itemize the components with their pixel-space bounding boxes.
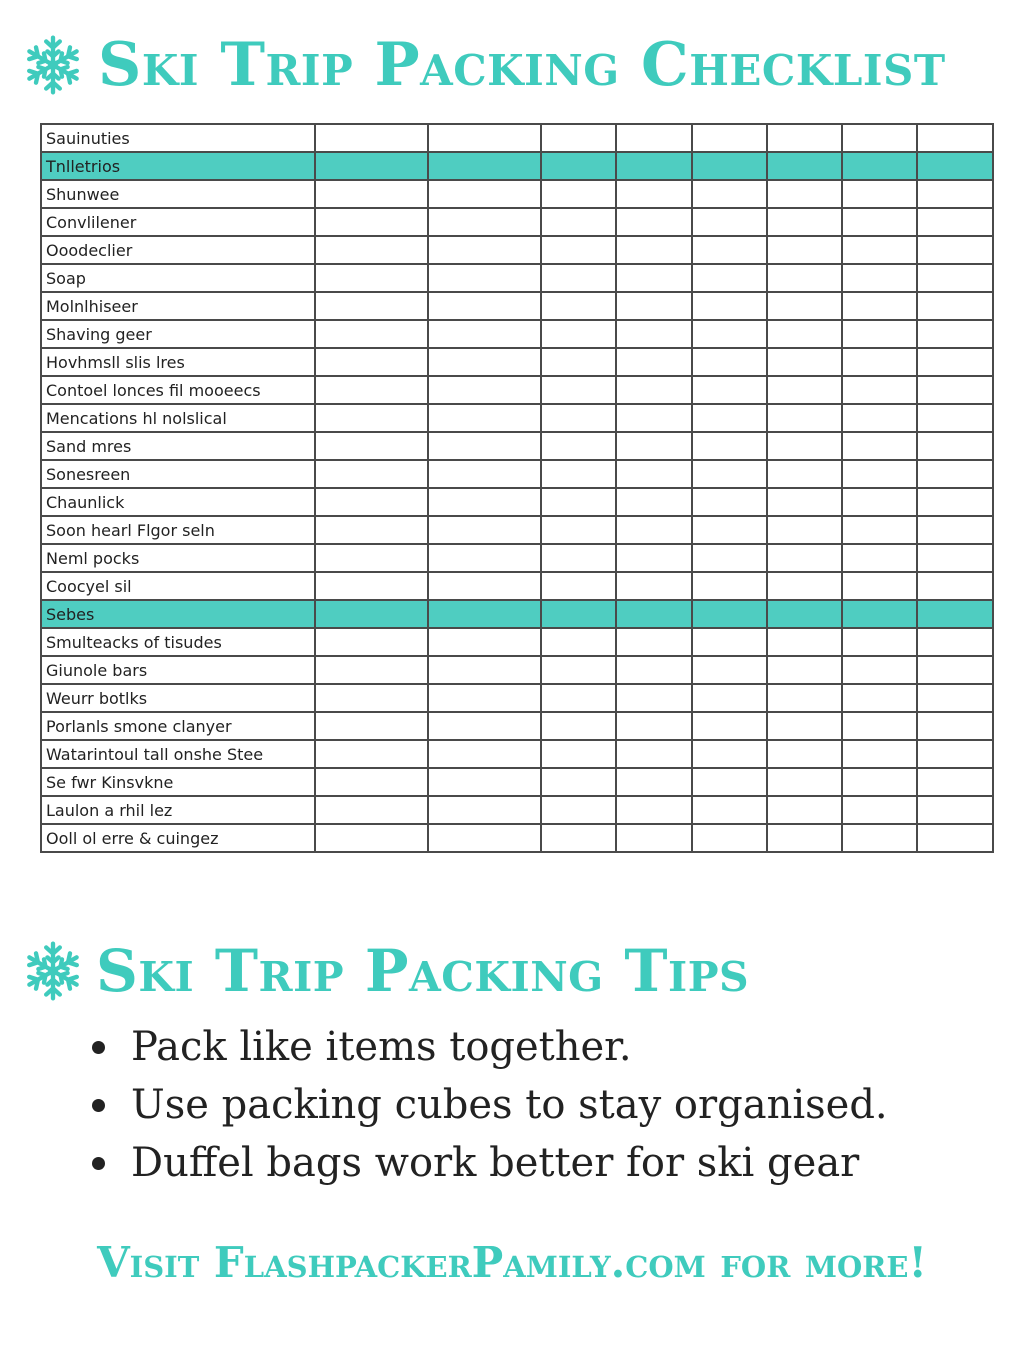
check-cell[interactable] bbox=[842, 180, 917, 208]
check-cell[interactable] bbox=[616, 796, 691, 824]
check-cell[interactable] bbox=[767, 460, 842, 488]
check-cell[interactable] bbox=[767, 348, 842, 376]
check-cell bbox=[616, 600, 691, 628]
check-cell[interactable] bbox=[315, 712, 428, 740]
check-cell[interactable] bbox=[541, 684, 616, 712]
check-cell[interactable] bbox=[767, 544, 842, 572]
checklist-row bbox=[41, 292, 993, 320]
check-cell[interactable] bbox=[917, 544, 992, 572]
check-cell[interactable] bbox=[767, 740, 842, 768]
check-cell[interactable] bbox=[692, 348, 767, 376]
check-cell[interactable] bbox=[767, 264, 842, 292]
item-label: Chaunlick bbox=[41, 488, 315, 516]
checklist-row bbox=[41, 348, 993, 376]
check-cell[interactable] bbox=[428, 236, 541, 264]
check-cell[interactable] bbox=[767, 572, 842, 600]
bullet-icon bbox=[92, 1099, 105, 1112]
check-cell[interactable] bbox=[541, 572, 616, 600]
check-cell bbox=[541, 600, 616, 628]
check-cell[interactable] bbox=[616, 292, 691, 320]
check-cell[interactable] bbox=[692, 656, 767, 684]
check-cell[interactable] bbox=[616, 460, 691, 488]
checklist-row bbox=[41, 320, 993, 348]
check-cell[interactable] bbox=[616, 488, 691, 516]
check-cell[interactable] bbox=[616, 320, 691, 348]
check-cell[interactable] bbox=[428, 740, 541, 768]
check-cell[interactable] bbox=[692, 628, 767, 656]
check-cell[interactable] bbox=[917, 488, 992, 516]
checklist-row bbox=[41, 824, 993, 852]
tip-text: Use packing cubes to stay organised. bbox=[131, 1082, 888, 1128]
check-cell[interactable] bbox=[917, 628, 992, 656]
check-cell[interactable] bbox=[315, 124, 428, 152]
check-cell[interactable] bbox=[428, 656, 541, 684]
check-cell[interactable] bbox=[315, 320, 428, 348]
check-cell[interactable] bbox=[428, 684, 541, 712]
check-cell[interactable] bbox=[616, 768, 691, 796]
check-cell[interactable] bbox=[767, 824, 842, 852]
section-header-row bbox=[41, 600, 993, 628]
check-cell[interactable] bbox=[692, 376, 767, 404]
checklist-row bbox=[41, 656, 993, 684]
checklist-row bbox=[41, 796, 993, 824]
check-cell[interactable] bbox=[917, 768, 992, 796]
item-label: Watarintoul tall onshe Stee bbox=[41, 740, 315, 768]
check-cell[interactable] bbox=[541, 236, 616, 264]
check-cell[interactable] bbox=[616, 348, 691, 376]
check-cell bbox=[315, 152, 428, 180]
check-cell bbox=[917, 152, 992, 180]
check-cell[interactable] bbox=[692, 544, 767, 572]
check-cell[interactable] bbox=[428, 516, 541, 544]
check-cell[interactable] bbox=[315, 572, 428, 600]
check-cell[interactable] bbox=[842, 208, 917, 236]
check-cell[interactable] bbox=[692, 796, 767, 824]
check-cell[interactable] bbox=[616, 516, 691, 544]
tips-heading-text: Ski Trip Packing Tips bbox=[96, 937, 750, 1005]
check-cell[interactable] bbox=[917, 404, 992, 432]
tip-item bbox=[92, 1134, 888, 1192]
check-cell[interactable] bbox=[767, 180, 842, 208]
check-cell[interactable] bbox=[692, 236, 767, 264]
check-cell[interactable] bbox=[541, 180, 616, 208]
check-cell[interactable] bbox=[616, 740, 691, 768]
check-cell[interactable] bbox=[692, 180, 767, 208]
check-cell[interactable] bbox=[842, 292, 917, 320]
check-cell[interactable] bbox=[315, 768, 428, 796]
bullet-icon bbox=[92, 1157, 105, 1170]
check-cell[interactable] bbox=[842, 376, 917, 404]
check-cell[interactable] bbox=[842, 796, 917, 824]
check-cell[interactable] bbox=[692, 124, 767, 152]
checklist-row bbox=[41, 208, 993, 236]
check-cell bbox=[315, 600, 428, 628]
item-label: Shaving geer bbox=[41, 320, 315, 348]
check-cell[interactable] bbox=[428, 796, 541, 824]
check-cell[interactable] bbox=[428, 712, 541, 740]
check-cell[interactable] bbox=[767, 376, 842, 404]
check-cell[interactable] bbox=[692, 432, 767, 460]
check-cell[interactable] bbox=[842, 432, 917, 460]
check-cell bbox=[692, 152, 767, 180]
check-cell[interactable] bbox=[842, 264, 917, 292]
checklist-row bbox=[41, 544, 993, 572]
footer-link[interactable]: Visit FlashpackerPamily.com for more! bbox=[97, 1238, 927, 1287]
check-cell[interactable] bbox=[842, 824, 917, 852]
page-title-text: Ski Trip Packing Checklist bbox=[98, 30, 946, 100]
check-cell[interactable] bbox=[315, 376, 428, 404]
section-label: Sebes bbox=[41, 600, 315, 628]
check-cell[interactable] bbox=[692, 264, 767, 292]
check-cell[interactable] bbox=[842, 488, 917, 516]
check-cell[interactable] bbox=[616, 376, 691, 404]
check-cell bbox=[616, 152, 691, 180]
tip-item bbox=[92, 1018, 888, 1076]
check-cell[interactable] bbox=[917, 712, 992, 740]
check-cell[interactable] bbox=[428, 628, 541, 656]
check-cell[interactable] bbox=[692, 488, 767, 516]
check-cell[interactable] bbox=[616, 684, 691, 712]
check-cell[interactable] bbox=[616, 712, 691, 740]
check-cell bbox=[541, 152, 616, 180]
item-label: Hovhmsll slis lres bbox=[41, 348, 315, 376]
check-cell bbox=[767, 152, 842, 180]
item-label: Coocyel sil bbox=[41, 572, 315, 600]
item-label: Mencations hl nolslical bbox=[41, 404, 315, 432]
check-cell bbox=[917, 600, 992, 628]
check-cell[interactable] bbox=[541, 432, 616, 460]
check-cell[interactable] bbox=[917, 684, 992, 712]
check-cell[interactable] bbox=[692, 824, 767, 852]
check-cell[interactable] bbox=[428, 348, 541, 376]
check-cell[interactable] bbox=[315, 740, 428, 768]
check-cell[interactable] bbox=[692, 460, 767, 488]
check-cell[interactable] bbox=[917, 292, 992, 320]
check-cell[interactable] bbox=[428, 124, 541, 152]
check-cell[interactable] bbox=[428, 376, 541, 404]
check-cell[interactable] bbox=[428, 320, 541, 348]
check-cell[interactable] bbox=[315, 824, 428, 852]
check-cell[interactable] bbox=[917, 180, 992, 208]
check-cell[interactable] bbox=[315, 180, 428, 208]
checklist-row bbox=[41, 180, 993, 208]
item-label: Soap bbox=[41, 264, 315, 292]
item-label: Shunwee bbox=[41, 180, 315, 208]
checklist-row bbox=[41, 264, 993, 292]
check-cell bbox=[428, 152, 541, 180]
check-cell[interactable] bbox=[767, 292, 842, 320]
page-title bbox=[22, 30, 946, 100]
checklist-row bbox=[41, 768, 993, 796]
item-label: Molnlhiseer bbox=[41, 292, 315, 320]
check-cell[interactable] bbox=[917, 236, 992, 264]
check-cell[interactable] bbox=[315, 404, 428, 432]
check-cell[interactable] bbox=[917, 124, 992, 152]
check-cell[interactable] bbox=[767, 124, 842, 152]
check-cell[interactable] bbox=[767, 208, 842, 236]
check-cell[interactable] bbox=[315, 684, 428, 712]
check-cell[interactable] bbox=[616, 208, 691, 236]
check-cell[interactable] bbox=[842, 124, 917, 152]
item-label: Giunole bars bbox=[41, 656, 315, 684]
check-cell[interactable] bbox=[767, 516, 842, 544]
check-cell[interactable] bbox=[842, 320, 917, 348]
check-cell[interactable] bbox=[541, 740, 616, 768]
check-cell[interactable] bbox=[692, 712, 767, 740]
check-cell[interactable] bbox=[541, 124, 616, 152]
check-cell[interactable] bbox=[767, 684, 842, 712]
check-cell[interactable] bbox=[315, 348, 428, 376]
check-cell[interactable] bbox=[541, 544, 616, 572]
check-cell[interactable] bbox=[428, 544, 541, 572]
check-cell[interactable] bbox=[616, 824, 691, 852]
check-cell[interactable] bbox=[541, 628, 616, 656]
item-label: Sand mres bbox=[41, 432, 315, 460]
check-cell[interactable] bbox=[692, 404, 767, 432]
check-cell[interactable] bbox=[842, 712, 917, 740]
item-label: Soon hearl Flgor seln bbox=[41, 516, 315, 544]
check-cell[interactable] bbox=[917, 376, 992, 404]
check-cell[interactable] bbox=[917, 740, 992, 768]
item-label: Ooodeclier bbox=[41, 236, 315, 264]
check-cell[interactable] bbox=[616, 236, 691, 264]
item-label: Weurr botlks bbox=[41, 684, 315, 712]
check-cell[interactable] bbox=[315, 264, 428, 292]
item-label: Laulon a rhil lez bbox=[41, 796, 315, 824]
check-cell[interactable] bbox=[842, 628, 917, 656]
check-cell[interactable] bbox=[842, 460, 917, 488]
item-label: Sonesreen bbox=[41, 460, 315, 488]
check-cell[interactable] bbox=[917, 264, 992, 292]
check-cell[interactable] bbox=[428, 180, 541, 208]
check-cell[interactable] bbox=[616, 264, 691, 292]
item-label: Convlilener bbox=[41, 208, 315, 236]
check-cell[interactable] bbox=[767, 656, 842, 684]
check-cell[interactable] bbox=[315, 292, 428, 320]
checklist-row bbox=[41, 404, 993, 432]
check-cell bbox=[428, 600, 541, 628]
check-cell[interactable] bbox=[917, 656, 992, 684]
check-cell[interactable] bbox=[315, 516, 428, 544]
check-cell[interactable] bbox=[428, 432, 541, 460]
check-cell[interactable] bbox=[541, 796, 616, 824]
item-label: Porlanls smone clanyer bbox=[41, 712, 315, 740]
check-cell[interactable] bbox=[315, 544, 428, 572]
check-cell[interactable] bbox=[541, 656, 616, 684]
check-cell[interactable] bbox=[541, 768, 616, 796]
check-cell[interactable] bbox=[917, 572, 992, 600]
checklist-row bbox=[41, 516, 993, 544]
check-cell[interactable] bbox=[428, 264, 541, 292]
checklist-row bbox=[41, 488, 993, 516]
check-cell[interactable] bbox=[767, 796, 842, 824]
check-cell[interactable] bbox=[541, 320, 616, 348]
check-cell[interactable] bbox=[541, 824, 616, 852]
check-cell[interactable] bbox=[428, 824, 541, 852]
tip-text: Duffel bags work better for ski gear bbox=[131, 1140, 860, 1186]
check-cell[interactable] bbox=[315, 460, 428, 488]
item-label: Ooll ol erre & cuingez bbox=[41, 824, 315, 852]
check-cell[interactable] bbox=[315, 796, 428, 824]
bullet-icon bbox=[92, 1041, 105, 1054]
check-cell[interactable] bbox=[692, 208, 767, 236]
check-cell[interactable] bbox=[428, 768, 541, 796]
check-cell[interactable] bbox=[842, 656, 917, 684]
item-label: Contoel lonces fil mooeecs bbox=[41, 376, 315, 404]
checklist-row bbox=[41, 740, 993, 768]
check-cell[interactable] bbox=[692, 516, 767, 544]
check-cell[interactable] bbox=[767, 768, 842, 796]
tips-heading bbox=[22, 937, 749, 1005]
check-cell bbox=[842, 152, 917, 180]
check-cell[interactable] bbox=[917, 516, 992, 544]
check-cell[interactable] bbox=[917, 460, 992, 488]
check-cell[interactable] bbox=[541, 488, 616, 516]
check-cell[interactable] bbox=[692, 572, 767, 600]
check-cell[interactable] bbox=[917, 320, 992, 348]
check-cell bbox=[767, 600, 842, 628]
check-cell[interactable] bbox=[917, 432, 992, 460]
snowflake-icon bbox=[22, 32, 84, 98]
check-cell[interactable] bbox=[616, 628, 691, 656]
check-cell[interactable] bbox=[541, 292, 616, 320]
checklist-row bbox=[41, 460, 993, 488]
checklist-row bbox=[41, 236, 993, 264]
check-cell[interactable] bbox=[616, 572, 691, 600]
check-cell[interactable] bbox=[541, 460, 616, 488]
check-cell[interactable] bbox=[428, 572, 541, 600]
item-label: Se fwr Kinsvkne bbox=[41, 768, 315, 796]
check-cell[interactable] bbox=[541, 208, 616, 236]
checklist-row bbox=[41, 376, 993, 404]
check-cell[interactable] bbox=[428, 488, 541, 516]
checklist-row bbox=[41, 572, 993, 600]
check-cell[interactable] bbox=[917, 348, 992, 376]
check-cell[interactable] bbox=[315, 432, 428, 460]
check-cell[interactable] bbox=[692, 684, 767, 712]
check-cell bbox=[692, 600, 767, 628]
check-cell[interactable] bbox=[692, 292, 767, 320]
checklist-row bbox=[41, 432, 993, 460]
tip-item bbox=[92, 1076, 888, 1134]
check-cell[interactable] bbox=[315, 656, 428, 684]
check-cell[interactable] bbox=[541, 264, 616, 292]
check-cell[interactable] bbox=[842, 684, 917, 712]
check-cell[interactable] bbox=[842, 768, 917, 796]
check-cell[interactable] bbox=[616, 404, 691, 432]
section-label: Tnlletrios bbox=[41, 152, 315, 180]
check-cell[interactable] bbox=[692, 320, 767, 348]
check-cell[interactable] bbox=[315, 628, 428, 656]
check-cell[interactable] bbox=[616, 656, 691, 684]
check-cell[interactable] bbox=[315, 488, 428, 516]
check-cell[interactable] bbox=[315, 208, 428, 236]
check-cell[interactable] bbox=[767, 712, 842, 740]
check-cell[interactable] bbox=[917, 208, 992, 236]
check-cell[interactable] bbox=[315, 236, 428, 264]
checklist-row bbox=[41, 712, 993, 740]
checklist-row bbox=[41, 684, 993, 712]
check-cell[interactable] bbox=[767, 488, 842, 516]
item-label: Smulteacks of tisudes bbox=[41, 628, 315, 656]
check-cell[interactable] bbox=[616, 180, 691, 208]
checklist-row bbox=[41, 628, 993, 656]
tip-text: Pack like items together. bbox=[131, 1024, 632, 1070]
check-cell[interactable] bbox=[842, 348, 917, 376]
tips-list bbox=[92, 1018, 888, 1192]
check-cell[interactable] bbox=[541, 376, 616, 404]
item-label: Neml pocks bbox=[41, 544, 315, 572]
check-cell[interactable] bbox=[842, 516, 917, 544]
item-label: Sauinuties bbox=[41, 124, 315, 152]
check-cell[interactable] bbox=[428, 208, 541, 236]
packing-checklist-table bbox=[40, 123, 994, 853]
check-cell[interactable] bbox=[541, 712, 616, 740]
check-cell[interactable] bbox=[692, 740, 767, 768]
check-cell[interactable] bbox=[541, 516, 616, 544]
check-cell[interactable] bbox=[616, 544, 691, 572]
checklist-row bbox=[41, 124, 993, 152]
snowflake-icon bbox=[22, 938, 84, 1004]
check-cell[interactable] bbox=[767, 404, 842, 432]
check-cell[interactable] bbox=[842, 404, 917, 432]
check-cell[interactable] bbox=[917, 796, 992, 824]
check-cell[interactable] bbox=[767, 432, 842, 460]
check-cell[interactable] bbox=[428, 292, 541, 320]
check-cell[interactable] bbox=[692, 768, 767, 796]
check-cell bbox=[842, 600, 917, 628]
check-cell[interactable] bbox=[616, 432, 691, 460]
check-cell[interactable] bbox=[428, 460, 541, 488]
check-cell[interactable] bbox=[842, 236, 917, 264]
check-cell[interactable] bbox=[767, 236, 842, 264]
check-cell[interactable] bbox=[541, 404, 616, 432]
check-cell[interactable] bbox=[767, 628, 842, 656]
check-cell[interactable] bbox=[842, 740, 917, 768]
check-cell[interactable] bbox=[842, 572, 917, 600]
check-cell[interactable] bbox=[767, 320, 842, 348]
check-cell[interactable] bbox=[842, 544, 917, 572]
check-cell[interactable] bbox=[428, 404, 541, 432]
section-header-row bbox=[41, 152, 993, 180]
check-cell[interactable] bbox=[541, 348, 616, 376]
check-cell[interactable] bbox=[917, 824, 992, 852]
check-cell[interactable] bbox=[616, 124, 691, 152]
